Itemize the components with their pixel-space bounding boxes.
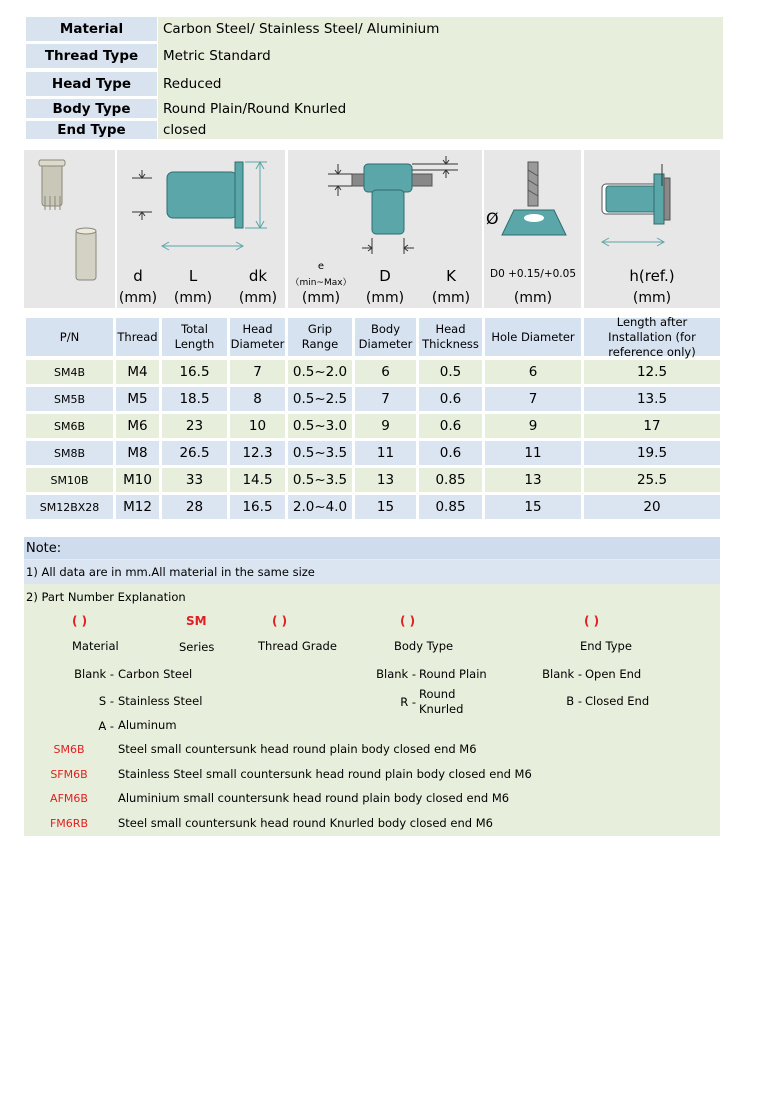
example-text-1: Steel small countersunk head round plain body closed end M6 xyxy=(118,742,477,756)
cell-installed-length: 12.5 xyxy=(584,360,720,384)
cell-grip-range: 0.5~3.5 xyxy=(288,468,352,492)
body-paren: ( ) xyxy=(400,614,416,628)
cell-pn: SM6B xyxy=(26,414,113,438)
cell-head-diameter: 16.5 xyxy=(230,495,285,519)
label-body-type: Body Type xyxy=(394,639,454,653)
cell-installed-length: 13.5 xyxy=(584,387,720,411)
cell-total-length: 18.5 xyxy=(162,387,227,411)
cell-grip-range: 2.0~4.0 xyxy=(288,495,352,519)
cell-hole-diameter: 13 xyxy=(485,468,581,492)
col-header-grip-range: Grip Range xyxy=(288,318,352,356)
cell-total-length: 33 xyxy=(162,468,227,492)
spec-value-material: Carbon Steel/ Stainless Steel/ Aluminium xyxy=(163,21,440,37)
body-opt-blank-text: Round Plain xyxy=(419,667,487,681)
example-text-3: Aluminium small countersunk head round plain body closed end M6 xyxy=(118,791,510,805)
dim-unit-D0: (mm) xyxy=(513,290,553,306)
example-text-4: Steel small countersunk head round Knurled body closed end M6 xyxy=(118,816,493,830)
material-opt-blank-code: Blank - xyxy=(74,667,114,681)
dim-unit-e: (mm) xyxy=(301,290,341,306)
dimension-cell-hole xyxy=(484,150,581,308)
col-header-head-diameter: Head Diameter xyxy=(230,318,285,356)
dim-symbol-e: e xyxy=(317,261,325,272)
dim-unit-K: (mm) xyxy=(431,290,471,306)
cell-head-thickness: 0.6 xyxy=(419,387,482,411)
dim-symbol-D0: D0 +0.15/+0.05 xyxy=(490,268,576,280)
cell-head-thickness: 0.6 xyxy=(419,414,482,438)
cell-head-thickness: 0.85 xyxy=(419,495,482,519)
installed-length-drawing xyxy=(584,150,720,260)
cell-total-length: 16.5 xyxy=(162,360,227,384)
cell-pn: SM5B xyxy=(26,387,113,411)
col-header-hole-diameter: Hole Diameter xyxy=(485,318,581,356)
cell-thread: M6 xyxy=(116,414,159,438)
cell-total-length: 26.5 xyxy=(162,441,227,465)
end-opt-b-code: B - xyxy=(566,694,582,708)
dim-unit-h: (mm) xyxy=(632,290,672,306)
col-header-head-thickness: Head Thickness xyxy=(419,318,482,356)
label-end-type: End Type xyxy=(580,639,632,653)
label-material: Material xyxy=(72,639,119,653)
cell-grip-range: 0.5~3.5 xyxy=(288,441,352,465)
end-opt-blank-code: Blank - xyxy=(542,667,582,681)
cell-body-diameter: 11 xyxy=(355,441,416,465)
cell-hole-diameter: 11 xyxy=(485,441,581,465)
dim-symbol-h: h(ref.) xyxy=(629,267,675,285)
material-opt-a-code: A - xyxy=(98,719,114,733)
cell-head-diameter: 12.3 xyxy=(230,441,285,465)
cell-pn: SM12BX28 xyxy=(26,495,113,519)
cell-thread: M12 xyxy=(116,495,159,519)
col-header-length-after-installation: Length after Installation (for reference only) xyxy=(584,318,720,356)
spec-label-head-type: Head Type xyxy=(26,72,157,96)
body-opt-r-code: R - xyxy=(400,695,416,709)
cell-thread: M5 xyxy=(116,387,159,411)
thread-paren: ( ) xyxy=(272,614,288,628)
dim-symbol-D: D xyxy=(379,267,391,285)
cell-total-length: 23 xyxy=(162,414,227,438)
cell-installed-length: 25.5 xyxy=(584,468,720,492)
spec-value-head-type: Reduced xyxy=(163,76,222,92)
body-opt-blank-code: Blank - xyxy=(376,667,416,681)
note-title: Note: xyxy=(24,537,720,559)
cell-installed-length: 19.5 xyxy=(584,441,720,465)
cell-body-diameter: 6 xyxy=(355,360,416,384)
example-code-2: SFM6B xyxy=(50,768,88,781)
note-line-1: 1) All data are in mm.All material in the same size xyxy=(24,560,720,584)
dim-symbol-dk: dk xyxy=(248,267,268,285)
dim-unit-D: (mm) xyxy=(365,290,405,306)
spec-label-thread-type: Thread Type xyxy=(26,44,157,68)
cell-body-diameter: 7 xyxy=(355,387,416,411)
cell-hole-diameter: 9 xyxy=(485,414,581,438)
cell-pn: SM4B xyxy=(26,360,113,384)
dim-unit-d: (mm) xyxy=(118,290,158,306)
cell-installed-length: 17 xyxy=(584,414,720,438)
body-opt-r-text: Round Knurled xyxy=(419,687,464,716)
hole-dimension-drawing xyxy=(484,150,581,260)
cell-head-thickness: 0.5 xyxy=(419,360,482,384)
product-photo-cell xyxy=(24,150,115,308)
body-dimension-drawing xyxy=(117,150,285,260)
spec-value-end-type: closed xyxy=(163,122,207,138)
cell-head-diameter: 10 xyxy=(230,414,285,438)
material-opt-s-text: Stainless Steel xyxy=(118,694,203,708)
col-header-thread: Thread xyxy=(116,318,159,356)
dim-symbol-min-max: （min~Max） xyxy=(290,278,352,288)
example-code-4: FM6RB xyxy=(49,817,88,830)
cell-body-diameter: 9 xyxy=(355,414,416,438)
cell-grip-range: 0.5~3.0 xyxy=(288,414,352,438)
cell-pn: SM10B xyxy=(26,468,113,492)
example-code-3: AFM6B xyxy=(50,792,88,805)
cell-head-thickness: 0.85 xyxy=(419,468,482,492)
example-text-2: Stainless Steel small countersunk head round plain body closed end M6 xyxy=(118,767,532,781)
cell-hole-diameter: 6 xyxy=(485,360,581,384)
note-line-2: 2) Part Number Explanation xyxy=(26,590,186,604)
dim-unit-dk: (mm) xyxy=(238,290,278,306)
spec-label-material: Material xyxy=(26,17,157,41)
cell-head-diameter: 14.5 xyxy=(230,468,285,492)
col-header-pn: P/N xyxy=(26,318,113,356)
rivet-nut-photo xyxy=(24,150,115,308)
cell-thread: M8 xyxy=(116,441,159,465)
spec-label-body-type: Body Type xyxy=(26,99,157,118)
label-series: Series xyxy=(179,640,215,654)
cell-body-diameter: 13 xyxy=(355,468,416,492)
cell-head-diameter: 7 xyxy=(230,360,285,384)
cell-head-diameter: 8 xyxy=(230,387,285,411)
cell-thread: M4 xyxy=(116,360,159,384)
dim-symbol-L: L xyxy=(188,267,198,285)
hole-diameter-symbol: Ø xyxy=(486,209,499,228)
col-header-total-length: Total Length xyxy=(162,318,227,356)
dim-symbol-K: K xyxy=(446,267,456,285)
cell-thread: M10 xyxy=(116,468,159,492)
head-dimension-drawing xyxy=(288,150,482,260)
material-opt-blank-text: Carbon Steel xyxy=(118,667,193,681)
spec-label-end-type: End Type xyxy=(26,121,157,139)
cell-pn: SM8B xyxy=(26,441,113,465)
cell-total-length: 28 xyxy=(162,495,227,519)
series-code: SM xyxy=(186,614,207,628)
cell-installed-length: 20 xyxy=(584,495,720,519)
end-opt-b-text: Closed End xyxy=(585,694,650,708)
material-opt-a-text: Aluminum xyxy=(118,718,177,732)
cell-grip-range: 0.5~2.0 xyxy=(288,360,352,384)
cell-hole-diameter: 7 xyxy=(485,387,581,411)
cell-head-thickness: 0.6 xyxy=(419,441,482,465)
spec-value-body-type: Round Plain/Round Knurled xyxy=(163,100,347,117)
col-header-body-diameter: Body Diameter xyxy=(355,318,416,356)
dim-unit-L: (mm) xyxy=(173,290,213,306)
cell-body-diameter: 15 xyxy=(355,495,416,519)
material-opt-s-code: S - xyxy=(98,694,114,708)
example-code-1: SM6B xyxy=(53,743,85,756)
end-opt-blank-text: Open End xyxy=(585,667,642,681)
material-paren: ( ) xyxy=(72,614,88,628)
dim-symbol-d: d xyxy=(133,267,143,285)
cell-grip-range: 0.5~2.5 xyxy=(288,387,352,411)
cell-hole-diameter: 15 xyxy=(485,495,581,519)
label-thread-grade: Thread Grade xyxy=(258,639,337,653)
end-paren: ( ) xyxy=(584,614,600,628)
spec-value-thread-type: Metric Standard xyxy=(163,48,271,64)
